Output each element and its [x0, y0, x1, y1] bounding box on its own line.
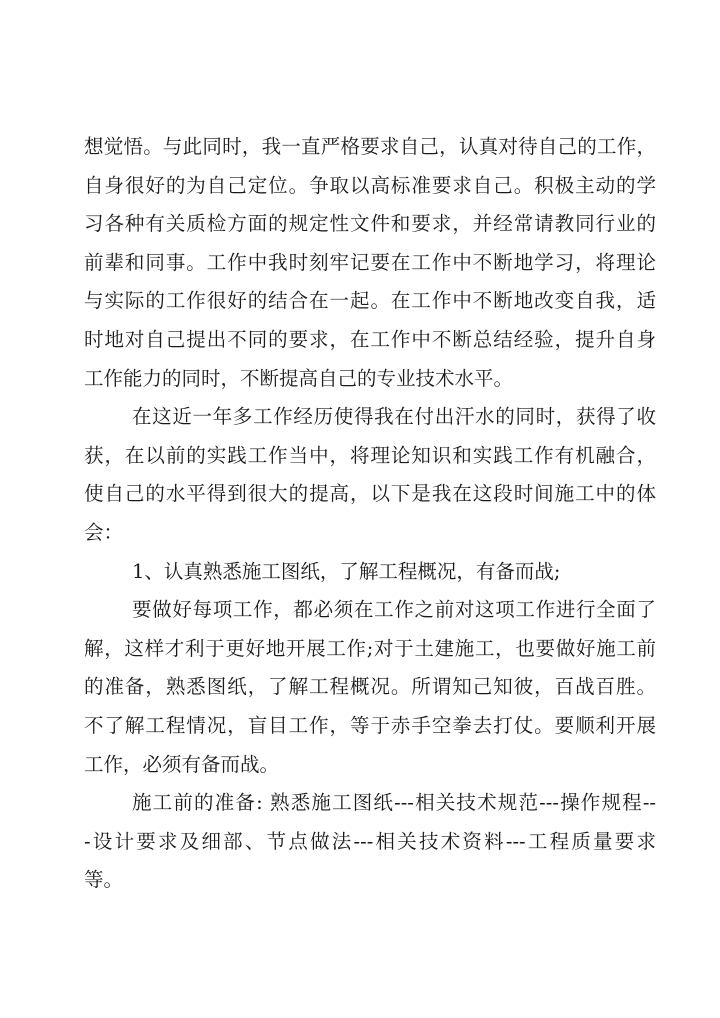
text-line: 不了解工程情况，盲目工作，等于赤手空拳去打仗。要顺利开展: [84, 713, 656, 737]
text-line: 习各种有关质检方面的规定性文件和要求，并经常请教同行业的: [84, 212, 656, 236]
text-line: 施工前的准备: 熟悉施工图纸---相关技术规范---操作规程--: [132, 791, 656, 815]
body-text: [84, 128, 656, 900]
text-line: 解，这样才利于更好地开展工作;对于土建施工，也要做好施工前: [84, 636, 656, 660]
text-line: 工作，必须有备而战。: [84, 752, 280, 776]
text-line: 工作能力的同时，不断提高自己的专业技术水平。: [84, 366, 514, 390]
text-line: 会：: [84, 520, 124, 544]
text-line: 时地对自己提出不同的要求，在工作中不断总结经验，提升自身: [84, 327, 656, 351]
text-line: 要做好每项工作，都必须在工作之前对这项工作进行全面了: [132, 598, 656, 622]
text-line: 使自己的水平得到很大的提高，以下是我在这段时间施工中的体: [84, 482, 656, 506]
text-line: 的准备，熟悉图纸，了解工程概况。所谓知己知彼，百战百胜。: [84, 675, 656, 699]
text-line: 前辈和同事。工作中我时刻牢记要在工作中不断地学习，将理论: [84, 250, 656, 274]
text-line: 与实际的工作很好的结合在一起。在工作中不断地改变自我，适: [84, 289, 656, 313]
text-line: 等。: [84, 868, 124, 892]
text-line: 在这近一年多工作经历使得我在付出汗水的同时，获得了收: [132, 405, 656, 429]
text-line: 1、认真熟悉施工图纸，了解工程概况，有备而战;: [132, 559, 561, 583]
text-line: 获，在以前的实践工作当中，将理论知识和实践工作有机融合，: [84, 443, 656, 467]
text-line: -设计要求及细部、节点做法---相关技术资料---工程质量要求: [84, 829, 656, 853]
text-line: 自身很好的为自己定位。争取以高标准要求自己。积极主动的学: [84, 173, 656, 197]
text-line: 想觉悟。与此同时，我一直严格要求自己，认真对待自己的工作，: [84, 135, 656, 158]
